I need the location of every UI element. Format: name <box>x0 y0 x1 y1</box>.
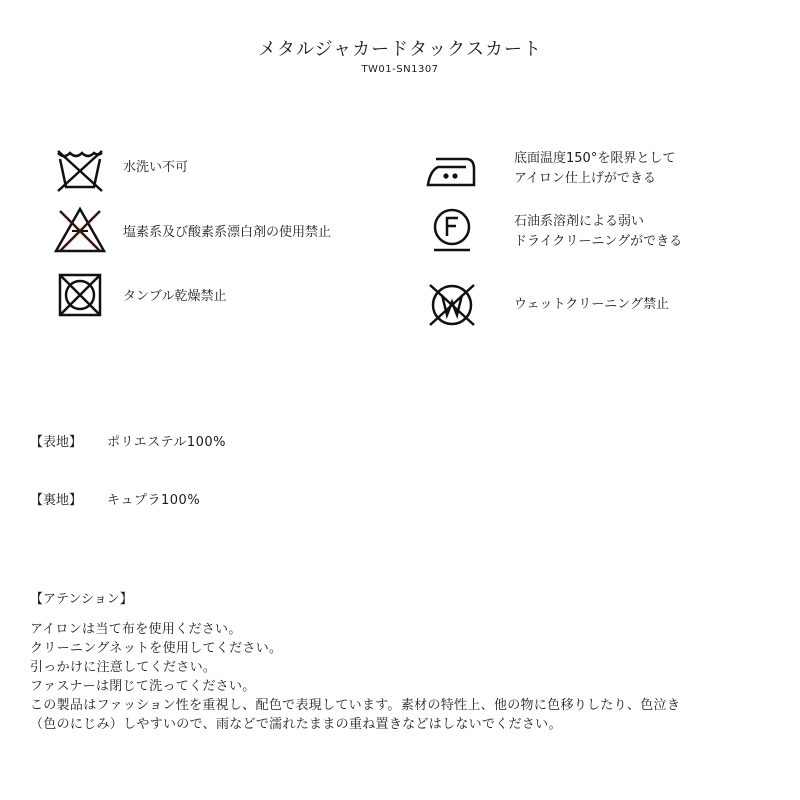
attention-line: アイロンは当て布を使用ください。 <box>30 622 242 637</box>
attention-line: （色のにじみ）しやすいので、雨などで濡れたままの重ね置きなどはしないでください。 <box>30 717 562 732</box>
product-title: メタルジャカードタックスカート <box>257 39 542 60</box>
outer-fabric-label: 【表地】 <box>30 435 83 450</box>
outer-fabric-value: ポリエステル100% <box>107 435 226 450</box>
product-code: TW01-SN1307 <box>361 64 439 75</box>
wet-clean-prohibited-label: ウェットクリーニング禁止 <box>514 297 669 312</box>
wet-clean-prohibited-icon <box>422 280 482 330</box>
hand-wash-prohibited-icon <box>50 145 110 195</box>
lining-fabric-label: 【裏地】 <box>30 493 83 508</box>
tumble-dry-prohibited-label: タンブル乾燥禁止 <box>123 289 227 304</box>
attention-line: この製品はファッション性を重視し、配色で表現しています。素材の特性上、他の物に色移りしたり、色泣き <box>30 698 681 713</box>
bleach-prohibited-label: 塩素系及び酸素系漂白剤の使用禁止 <box>123 225 332 240</box>
attention-line: クリーニングネットを使用してください。 <box>30 641 283 656</box>
lining-fabric-value: キュプラ100% <box>107 493 201 508</box>
dry-clean-f-icon <box>422 205 482 255</box>
iron-low-temp-icon <box>422 145 482 195</box>
attention-heading: 【アテンション】 <box>30 592 133 607</box>
bleach-prohibited-icon <box>50 205 110 255</box>
attention-notes <box>30 620 680 734</box>
hand-wash-prohibited-label: 水洗い不可 <box>123 160 189 175</box>
iron-low-temp-label: 底面温度150°を限界として アイロン仕上げができる <box>514 151 676 186</box>
dry-clean-f-label: 石油系溶剤による弱い ドライクリーニングができる <box>514 214 683 249</box>
attention-line: ファスナーは閉じて洗ってください。 <box>30 679 256 694</box>
attention-line: 引っかけに注意してください。 <box>30 660 217 675</box>
tumble-dry-prohibited-icon <box>50 270 110 320</box>
